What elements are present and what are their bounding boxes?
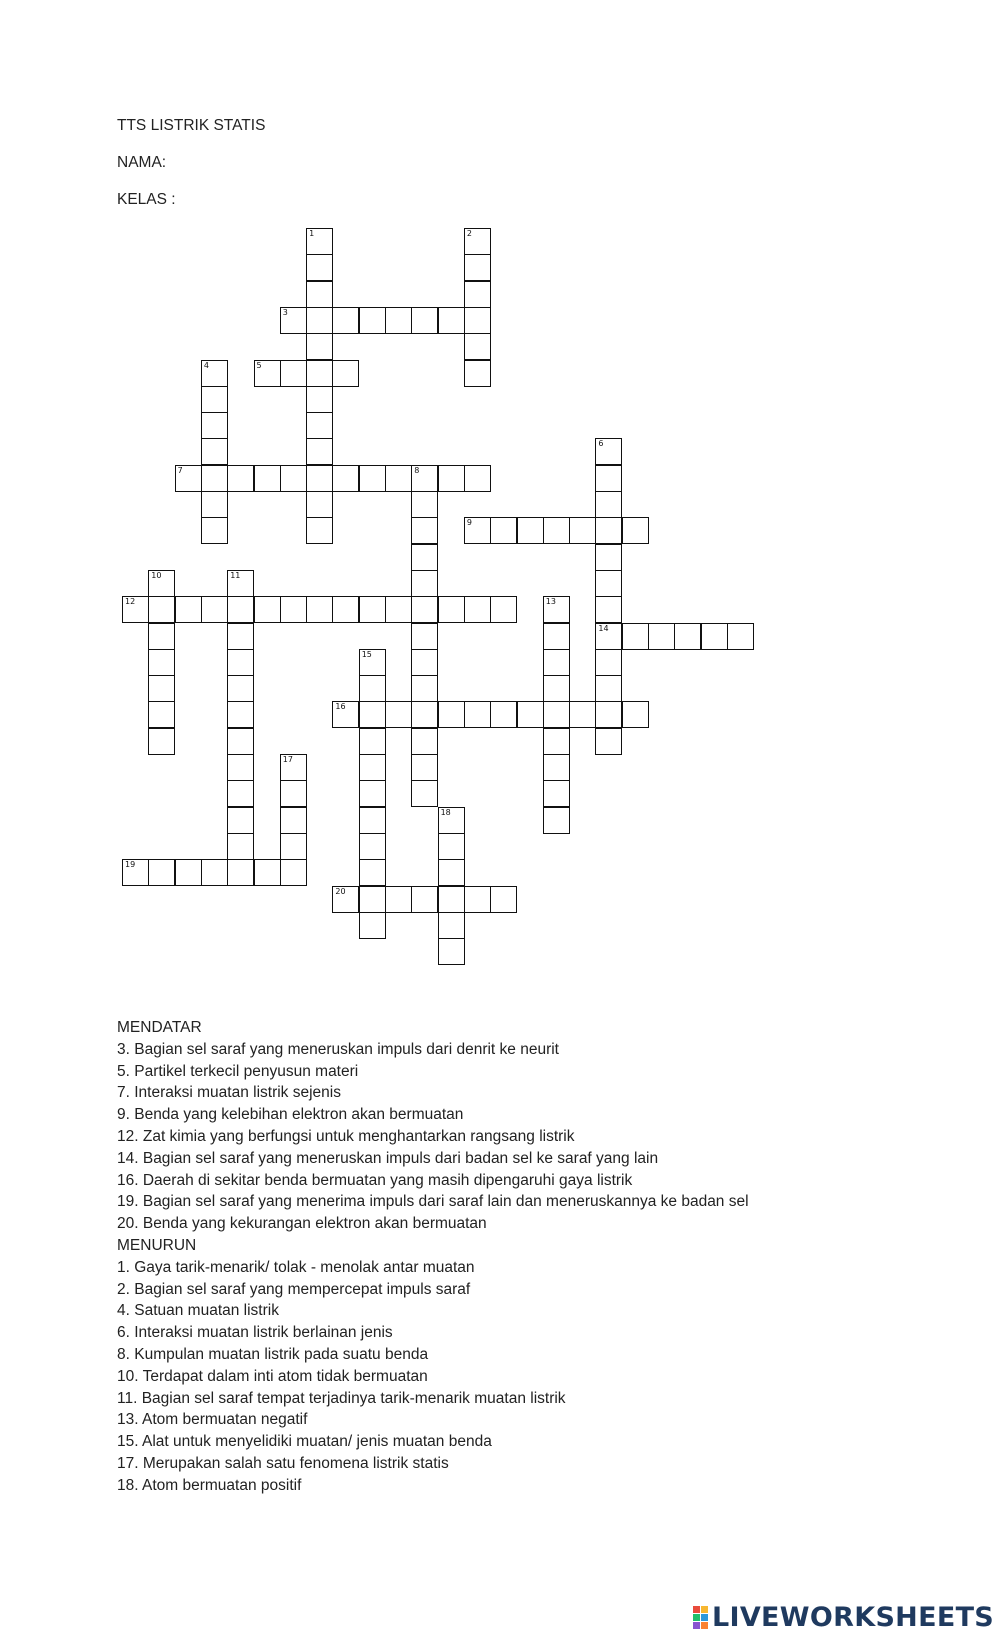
worksheet-title: TTS LISTRIK STATIS [117,117,266,134]
crossword-cell[interactable] [306,333,333,360]
crossword-cell[interactable] [148,701,175,728]
down-clue: 2. Bagian sel saraf yang mempercepat impuls saraf [117,1280,471,1298]
crossword-cell[interactable] [595,544,622,571]
crossword-cell[interactable] [464,465,491,492]
crossword-cell[interactable] [306,228,333,255]
down-heading: MENURUN [117,1236,197,1254]
crossword-cell[interactable] [332,307,359,334]
crossword-cell[interactable] [543,780,570,807]
across-clue: 12. Zat kimia yang berfungsi untuk menghantarkan rangsang listrik [117,1127,575,1145]
crossword-cell[interactable] [438,859,465,886]
crossword-cell[interactable] [464,228,491,255]
crossword-cell[interactable] [227,807,254,834]
crossword-cell[interactable] [306,465,333,492]
clue-number: 18 [440,807,451,817]
crossword-cell[interactable] [438,307,465,334]
crossword-cell[interactable] [254,596,281,623]
crossword-cell[interactable] [227,701,254,728]
crossword-cell[interactable] [359,780,386,807]
crossword-cell[interactable] [306,386,333,413]
crossword-cell[interactable] [306,254,333,281]
crossword-cell[interactable] [517,517,544,544]
crossword-cell[interactable] [595,649,622,676]
crossword-cell[interactable] [517,701,544,728]
crossword-cell[interactable] [280,833,307,860]
crossword-cell[interactable] [490,517,517,544]
down-clue: 17. Merupakan salah satu fenomena listrik statis [117,1454,449,1472]
crossword-cell[interactable] [227,675,254,702]
down-clue: 15. Alat untuk menyelidiki muatan/ jenis muatan benda [117,1433,492,1451]
across-clue: 3. Bagian sel saraf yang meneruskan impuls dari denrit ke neurit [117,1040,559,1058]
crossword-cell[interactable] [227,465,254,492]
crossword-cell[interactable] [359,701,386,728]
crossword-cell[interactable] [359,807,386,834]
crossword-cell[interactable] [411,570,438,597]
crossword-cell[interactable] [227,649,254,676]
crossword-cell[interactable] [201,438,228,465]
crossword-cell[interactable] [227,570,254,597]
clue-number: 12 [125,597,136,607]
crossword-cell[interactable] [201,412,228,439]
class-label: KELAS : [117,191,176,208]
crossword-cell[interactable] [306,281,333,308]
crossword-cell[interactable] [306,307,333,334]
crossword-cell[interactable] [411,701,438,728]
crossword-cell[interactable] [438,807,465,834]
logo-text: LIVEWORKSHEETS [712,1601,995,1633]
crossword-cell[interactable] [411,780,438,807]
crossword-cell[interactable] [254,859,281,886]
crossword-cell[interactable] [411,675,438,702]
crossword-cell[interactable] [280,360,307,387]
crossword-cell[interactable] [438,465,465,492]
liveworksheets-logo-icon [693,1606,708,1629]
crossword-cell[interactable] [595,623,622,650]
crossword-cell[interactable] [201,465,228,492]
logo-square [701,1614,708,1621]
across-clue: 16. Daerah di sekitar benda bermuatan yang masih dipengaruhi gaya listrik [117,1171,633,1189]
crossword-cell[interactable] [201,517,228,544]
crossword-cell[interactable] [595,675,622,702]
crossword-cell[interactable] [411,596,438,623]
crossword-cell[interactable] [438,701,465,728]
logo-square [701,1606,708,1613]
crossword-cell[interactable] [411,517,438,544]
crossword-cell[interactable] [175,596,202,623]
crossword-cell[interactable] [490,701,517,728]
crossword-cell[interactable] [280,754,307,781]
crossword-cell[interactable] [438,596,465,623]
clue-number: 19 [125,860,136,870]
crossword-cell[interactable] [280,465,307,492]
crossword-cell[interactable] [464,254,491,281]
crossword-cell[interactable] [332,465,359,492]
crossword-cell[interactable] [280,307,307,334]
crossword-cell[interactable] [227,728,254,755]
crossword-cell[interactable] [385,307,412,334]
crossword-cell[interactable] [464,596,491,623]
clue-number: 11 [230,570,241,580]
crossword-cell[interactable] [122,859,149,886]
crossword-cell[interactable] [359,675,386,702]
crossword-cell[interactable] [148,728,175,755]
crossword-cell[interactable] [411,754,438,781]
crossword-cell[interactable] [648,623,675,650]
across-clue: 5. Partikel terkecil penyusun materi [117,1062,359,1080]
crossword-cell[interactable] [622,623,649,650]
clue-number: 15 [361,649,372,659]
crossword-cell[interactable] [306,360,333,387]
clue-number: 5 [256,360,262,370]
clue-number: 13 [545,597,556,607]
across-heading: MENDATAR [117,1019,202,1036]
crossword-cell[interactable] [201,386,228,413]
crossword-cell[interactable] [280,807,307,834]
crossword-cell[interactable] [306,517,333,544]
crossword-cell[interactable] [148,570,175,597]
logo-square [701,1622,708,1629]
crossword-cell[interactable] [595,465,622,492]
crossword-cell[interactable] [411,623,438,650]
crossword-cell[interactable] [543,807,570,834]
crossword-cell[interactable] [359,912,386,939]
crossword-cell[interactable] [385,596,412,623]
crossword-cell[interactable] [595,570,622,597]
crossword-cell[interactable] [359,649,386,676]
crossword-cell[interactable] [254,465,281,492]
down-clue: 11. Bagian sel saraf tempat terjadinya tarik-menarik muatan listrik [117,1389,566,1407]
crossword-cell[interactable] [543,754,570,781]
crossword-cell[interactable] [254,360,281,387]
down-clue-list [117,1257,917,1497]
logo-square [693,1614,700,1621]
clues-section [117,1017,917,1497]
crossword-cell[interactable] [464,281,491,308]
crossword-cell[interactable] [385,465,412,492]
crossword-cell[interactable] [411,465,438,492]
crossword-cell[interactable] [359,886,386,913]
crossword-cell[interactable] [543,728,570,755]
crossword-cell[interactable] [175,859,202,886]
crossword-cell[interactable] [359,833,386,860]
crossword-cell[interactable] [411,544,438,571]
crossword-cell[interactable] [411,491,438,518]
crossword-cell[interactable] [411,307,438,334]
crossword-cell[interactable] [280,859,307,886]
clue-number: 2 [466,229,472,238]
crossword-cell[interactable] [332,360,359,387]
crossword-cell[interactable] [227,833,254,860]
down-clue: 1. Gaya tarik-menarik/ tolak - menolak antar muatan [117,1258,475,1276]
crossword-cell[interactable] [385,701,412,728]
crossword-cell[interactable] [280,780,307,807]
crossword-cell[interactable] [595,438,622,465]
clue-number: 7 [177,465,183,475]
crossword-cell[interactable] [175,465,202,492]
crossword-cell[interactable] [306,596,333,623]
crossword-cell[interactable] [148,859,175,886]
crossword-cell[interactable] [543,623,570,650]
crossword-cell[interactable] [543,517,570,544]
crossword-cell[interactable] [227,754,254,781]
crossword-cell[interactable] [201,596,228,623]
crossword-cell[interactable] [595,491,622,518]
crossword-cell[interactable] [280,596,307,623]
crossword-cell[interactable] [595,728,622,755]
across-clue: 19. Bagian sel saraf yang menerima impuls dari saraf lain dan meneruskannya ke badan sel [117,1193,749,1211]
crossword-cell[interactable] [727,623,754,650]
crossword-cell[interactable] [595,517,622,544]
clue-number: 8 [414,465,420,475]
crossword-cell[interactable] [464,886,491,913]
crossword-cell[interactable] [359,465,386,492]
crossword-cell[interactable] [438,833,465,860]
down-clue: 18. Atom bermuatan positif [117,1476,302,1494]
clue-number: 4 [203,360,209,370]
crossword-cell[interactable] [464,307,491,334]
crossword-cell[interactable] [359,754,386,781]
crossword-cell[interactable] [411,886,438,913]
crossword-cell[interactable] [569,517,596,544]
clue-number: 10 [151,570,162,580]
crossword-cell[interactable] [201,491,228,518]
crossword-cell[interactable] [148,675,175,702]
crossword-cell[interactable] [674,623,701,650]
clue-number: 17 [282,755,293,764]
crossword-cell[interactable] [622,517,649,544]
crossword-cell[interactable] [359,859,386,886]
liveworksheets-logo [693,1600,994,1634]
crossword-cell[interactable] [359,728,386,755]
crossword-cell[interactable] [227,623,254,650]
down-clue: 8. Kumpulan muatan listrik pada suatu benda [117,1345,429,1363]
across-clue: 9. Benda yang kelebihan elektron akan bermuatan [117,1106,464,1124]
crossword-cell[interactable] [543,701,570,728]
clue-number: 20 [335,886,346,896]
across-clue: 14. Bagian sel saraf yang meneruskan impuls dari badan sel ke saraf yang lain [117,1149,659,1167]
down-clue: 13. Atom bermuatan negatif [117,1411,308,1429]
down-clue: 4. Satuan muatan listrik [117,1302,279,1320]
crossword-cell[interactable] [438,886,465,913]
across-clue: 20. Benda yang kekurangan elektron akan bermuatan [117,1215,487,1233]
crossword-cell[interactable] [332,596,359,623]
crossword-cell[interactable] [464,701,491,728]
crossword-cell[interactable] [306,412,333,439]
crossword-cell[interactable] [306,491,333,518]
name-label: NAMA: [117,154,167,171]
clue-number: 3 [282,307,288,317]
crossword-cell[interactable] [569,701,596,728]
crossword-cell[interactable] [148,596,175,623]
crossword-cell[interactable] [411,649,438,676]
down-clue: 6. Interaksi muatan listrik berlainan jenis [117,1324,393,1342]
crossword-cell[interactable] [622,701,649,728]
down-clue: 10. Terdapat dalam inti atom tidak bermuatan [117,1367,428,1385]
crossword-cell[interactable] [595,701,622,728]
across-clue-list [117,1039,917,1235]
crossword-cell[interactable] [227,780,254,807]
crossword-cell[interactable] [332,886,359,913]
crossword-cell[interactable] [359,307,386,334]
clue-number: 16 [335,702,346,712]
clue-number: 9 [466,518,472,528]
crossword-cell[interactable] [227,596,254,623]
crossword-cell[interactable] [464,333,491,360]
logo-square [693,1622,700,1629]
crossword-cell[interactable] [411,728,438,755]
clue-number: 6 [598,439,604,449]
crossword-cell[interactable] [201,859,228,886]
crossword-cell[interactable] [148,623,175,650]
crossword-cell[interactable] [227,859,254,886]
logo-square [693,1606,700,1613]
crossword-cell[interactable] [543,649,570,676]
crossword-cell[interactable] [438,938,465,965]
crossword-cell[interactable] [201,360,228,387]
crossword-cell[interactable] [595,596,622,623]
clue-number: 1 [309,229,315,238]
crossword-cell[interactable] [701,623,728,650]
clue-number: 14 [598,623,609,633]
crossword-cell[interactable] [359,596,386,623]
crossword-cell[interactable] [385,886,412,913]
crossword-cell[interactable] [332,701,359,728]
crossword-cell[interactable] [438,912,465,939]
crossword-cell[interactable] [490,886,517,913]
crossword-cell[interactable] [543,596,570,623]
crossword-cell[interactable] [490,596,517,623]
crossword-cell[interactable] [122,596,149,623]
crossword-cell[interactable] [306,438,333,465]
crossword-cell[interactable] [464,360,491,387]
crossword-cell[interactable] [543,675,570,702]
across-clue: 7. Interaksi muatan listrik sejenis [117,1084,341,1102]
crossword-cell[interactable] [464,517,491,544]
crossword-cell[interactable] [148,649,175,676]
